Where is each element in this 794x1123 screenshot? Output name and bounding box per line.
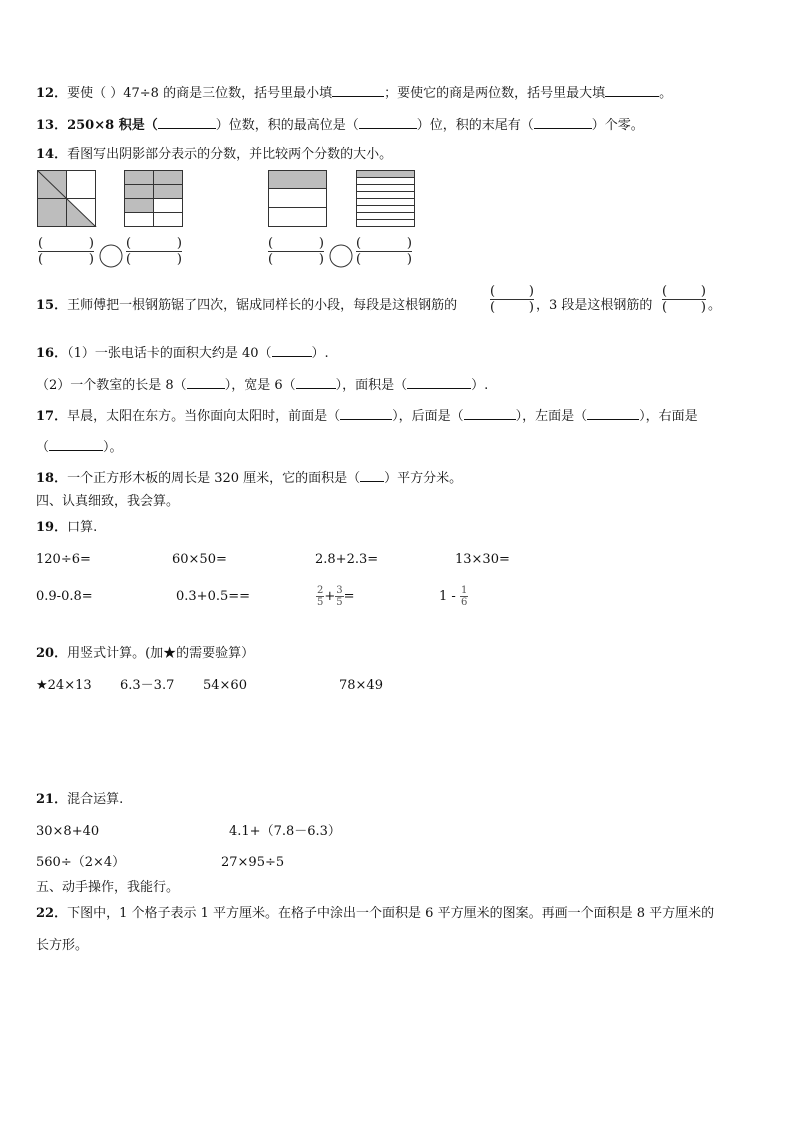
- paren: ): [406, 236, 412, 251]
- question-text: ）平方分米。: [384, 471, 463, 486]
- paren: ): [176, 236, 182, 251]
- answer-blank[interactable]: [158, 116, 216, 129]
- question-text: ；要使它的商是两位数，括号里最大填: [384, 86, 606, 101]
- question-text: 王师傅把一根钢筋锯了四次，锯成同样长的小段，每段是这根钢筋的: [67, 298, 458, 313]
- answer-blank[interactable]: [534, 116, 592, 129]
- question-text: 。: [659, 86, 673, 101]
- mixed-calc-3: 560÷（2×4）: [36, 855, 126, 870]
- question-18: [36, 469, 462, 487]
- fraction: [460, 585, 468, 608]
- question-text: 早晨，太阳在东方。当你面向太阳时，前面是（: [67, 409, 341, 424]
- numerator: 3: [336, 585, 343, 596]
- operator: =: [343, 589, 355, 604]
- question-22-cont: 长方形。: [36, 938, 89, 953]
- figure-rect-8rows: [356, 170, 416, 228]
- question-21: [36, 792, 123, 808]
- fraction-answer-3[interactable]: [268, 236, 324, 267]
- vertical-calc-2: 6.3－3.7: [120, 678, 175, 693]
- question-text: ，3 段是这根钢筋的: [536, 298, 653, 313]
- question-17: [36, 407, 698, 425]
- question-text: ）.: [311, 346, 329, 361]
- fraction-answer-4[interactable]: [356, 236, 412, 267]
- answer-blank[interactable]: [272, 344, 312, 357]
- question-text: ）位数，积的最高位是（: [215, 118, 359, 133]
- question-number: 21．: [36, 792, 68, 807]
- question-number: 20．: [36, 646, 68, 661]
- answer-blank[interactable]: [359, 116, 417, 129]
- paren: ): [406, 252, 412, 267]
- question-22: [36, 906, 714, 922]
- oral-calc-1: 120÷6=: [36, 552, 91, 567]
- denominator: 5: [336, 597, 343, 608]
- question-13: [36, 116, 644, 134]
- section-heading-5: 五、动手操作，我能行。: [36, 880, 180, 895]
- question-12: [36, 84, 672, 102]
- paren: (: [38, 252, 44, 267]
- answer-blank[interactable]: [187, 376, 225, 389]
- question-15-end: [708, 298, 721, 314]
- oral-calc-3: 2.8+2.3=: [315, 552, 379, 567]
- question-16-1: [36, 344, 329, 362]
- paren: ): [88, 252, 94, 267]
- figure-grid-3x4: [124, 170, 184, 228]
- paren: ): [700, 284, 706, 299]
- question-number: 18．: [36, 471, 68, 486]
- question-number: 13．: [36, 118, 68, 133]
- question-number: 14．: [36, 147, 68, 162]
- question-text: 一个正方形木板的周长是 320 厘米，它的面积是（: [67, 471, 361, 486]
- question-text: ），宽是 6（: [224, 378, 296, 393]
- question-19: [36, 520, 97, 536]
- mixed-calc-2: 4.1+（7.8－6.3）: [229, 824, 341, 839]
- fraction-answer-5[interactable]: [490, 284, 534, 315]
- oral-calc-5: 0.9-0.8=: [36, 589, 93, 604]
- question-text: ），面积是（: [335, 378, 408, 393]
- question-text: ），右面是: [639, 409, 698, 424]
- question-text: ）个零。: [591, 118, 644, 133]
- fraction-answer-2[interactable]: [126, 236, 182, 267]
- answer-blank[interactable]: [587, 407, 639, 420]
- question-text: （: [36, 440, 50, 455]
- paren: (: [490, 284, 496, 299]
- paren: (: [356, 252, 362, 267]
- oral-calc-4: 13×30=: [455, 552, 510, 567]
- paren: ): [528, 300, 534, 315]
- answer-blank[interactable]: [49, 438, 103, 451]
- question-text: 要使（ ）47÷8 的商是三位数，括号里最小填: [67, 86, 333, 101]
- paren: ): [318, 236, 324, 251]
- denominator: 5: [317, 597, 324, 608]
- vertical-calc-3: 54×60: [203, 678, 247, 693]
- question-text: ），左面是（: [515, 409, 588, 424]
- numerator: 2: [317, 585, 324, 596]
- answer-blank[interactable]: [340, 407, 392, 420]
- paren: (: [126, 252, 132, 267]
- paren: (: [126, 236, 132, 251]
- vertical-calc-4: 78×49: [339, 678, 383, 693]
- question-title: 口算.: [67, 520, 98, 535]
- question-17-cont: [36, 438, 123, 456]
- question-title: 用竖式计算。(加★的需要验算）: [67, 646, 255, 661]
- paren: ): [176, 252, 182, 267]
- paren: (: [268, 236, 274, 251]
- question-text: 下图中，1 个格子表示 1 平方厘米。在格子中涂出一个面积是 6 平方厘米的图案。再画一个面积是 8 平方厘米的: [67, 906, 715, 921]
- paren: (: [490, 300, 496, 315]
- oral-calc-8: [439, 580, 468, 614]
- compare-circle-2[interactable]: [328, 243, 354, 269]
- oral-calc-7: [316, 580, 355, 614]
- question-text: （1）一张电话卡的面积大约是 40（: [67, 346, 272, 361]
- question-text: ），后面是（: [392, 409, 464, 424]
- fraction-answer-1[interactable]: [38, 236, 94, 267]
- question-text: ）.: [471, 378, 489, 393]
- question-text: 250×8 积是（: [67, 118, 158, 133]
- operand: 1 -: [439, 589, 456, 604]
- paren: (: [38, 236, 44, 251]
- question-number: 15．: [36, 298, 68, 313]
- question-14: [36, 147, 392, 163]
- question-number: 19．: [36, 520, 68, 535]
- paren: ): [318, 252, 324, 267]
- figure-square-triangles: [37, 170, 97, 228]
- oral-calc-6: 0.3+0.5==: [176, 589, 251, 604]
- numerator: 1: [460, 585, 468, 596]
- question-20: [36, 646, 254, 662]
- question-text: ）。: [103, 440, 123, 455]
- question-title: 混合运算.: [67, 792, 124, 807]
- paren: ): [528, 284, 534, 299]
- mixed-calc-4: 27×95÷5: [221, 855, 285, 870]
- answer-blank[interactable]: [360, 469, 384, 482]
- denominator: 6: [460, 597, 468, 608]
- answer-blank[interactable]: [296, 376, 336, 389]
- question-15-cont: [536, 298, 652, 314]
- figure-rect-4rows: [268, 170, 328, 228]
- mixed-calc-1: 30×8+40: [36, 824, 100, 839]
- question-15: [36, 298, 457, 314]
- compare-circle-1[interactable]: [98, 243, 124, 269]
- question-number: 22．: [36, 906, 68, 921]
- paren: ): [700, 300, 706, 315]
- answer-blank[interactable]: [332, 84, 384, 97]
- paren: (: [662, 300, 668, 315]
- question-text: ）位，积的末尾有（: [416, 118, 534, 133]
- question-16-2: [36, 376, 488, 394]
- vertical-calc-1: ★24×13: [36, 678, 92, 693]
- question-text: 。: [708, 298, 722, 313]
- question-text: （2）一个教室的长是 8（: [36, 378, 187, 393]
- answer-blank[interactable]: [407, 376, 471, 389]
- question-number: 16．: [36, 346, 68, 361]
- operator: +: [324, 589, 336, 604]
- paren: ): [88, 236, 94, 251]
- paren: (: [356, 236, 362, 251]
- question-text: 看图写出阴影部分表示的分数，并比较两个分数的大小。: [67, 147, 393, 162]
- question-number: 12．: [36, 86, 68, 101]
- section-heading-4: 四、认真细致，我会算。: [36, 494, 180, 509]
- question-number: 17．: [36, 409, 68, 424]
- answer-blank[interactable]: [605, 84, 659, 97]
- paren: (: [662, 284, 668, 299]
- fraction: [335, 585, 343, 608]
- oral-calc-2: 60×50=: [172, 552, 227, 567]
- paren: (: [268, 252, 274, 267]
- fraction-answer-6[interactable]: [662, 284, 706, 315]
- answer-blank[interactable]: [464, 407, 516, 420]
